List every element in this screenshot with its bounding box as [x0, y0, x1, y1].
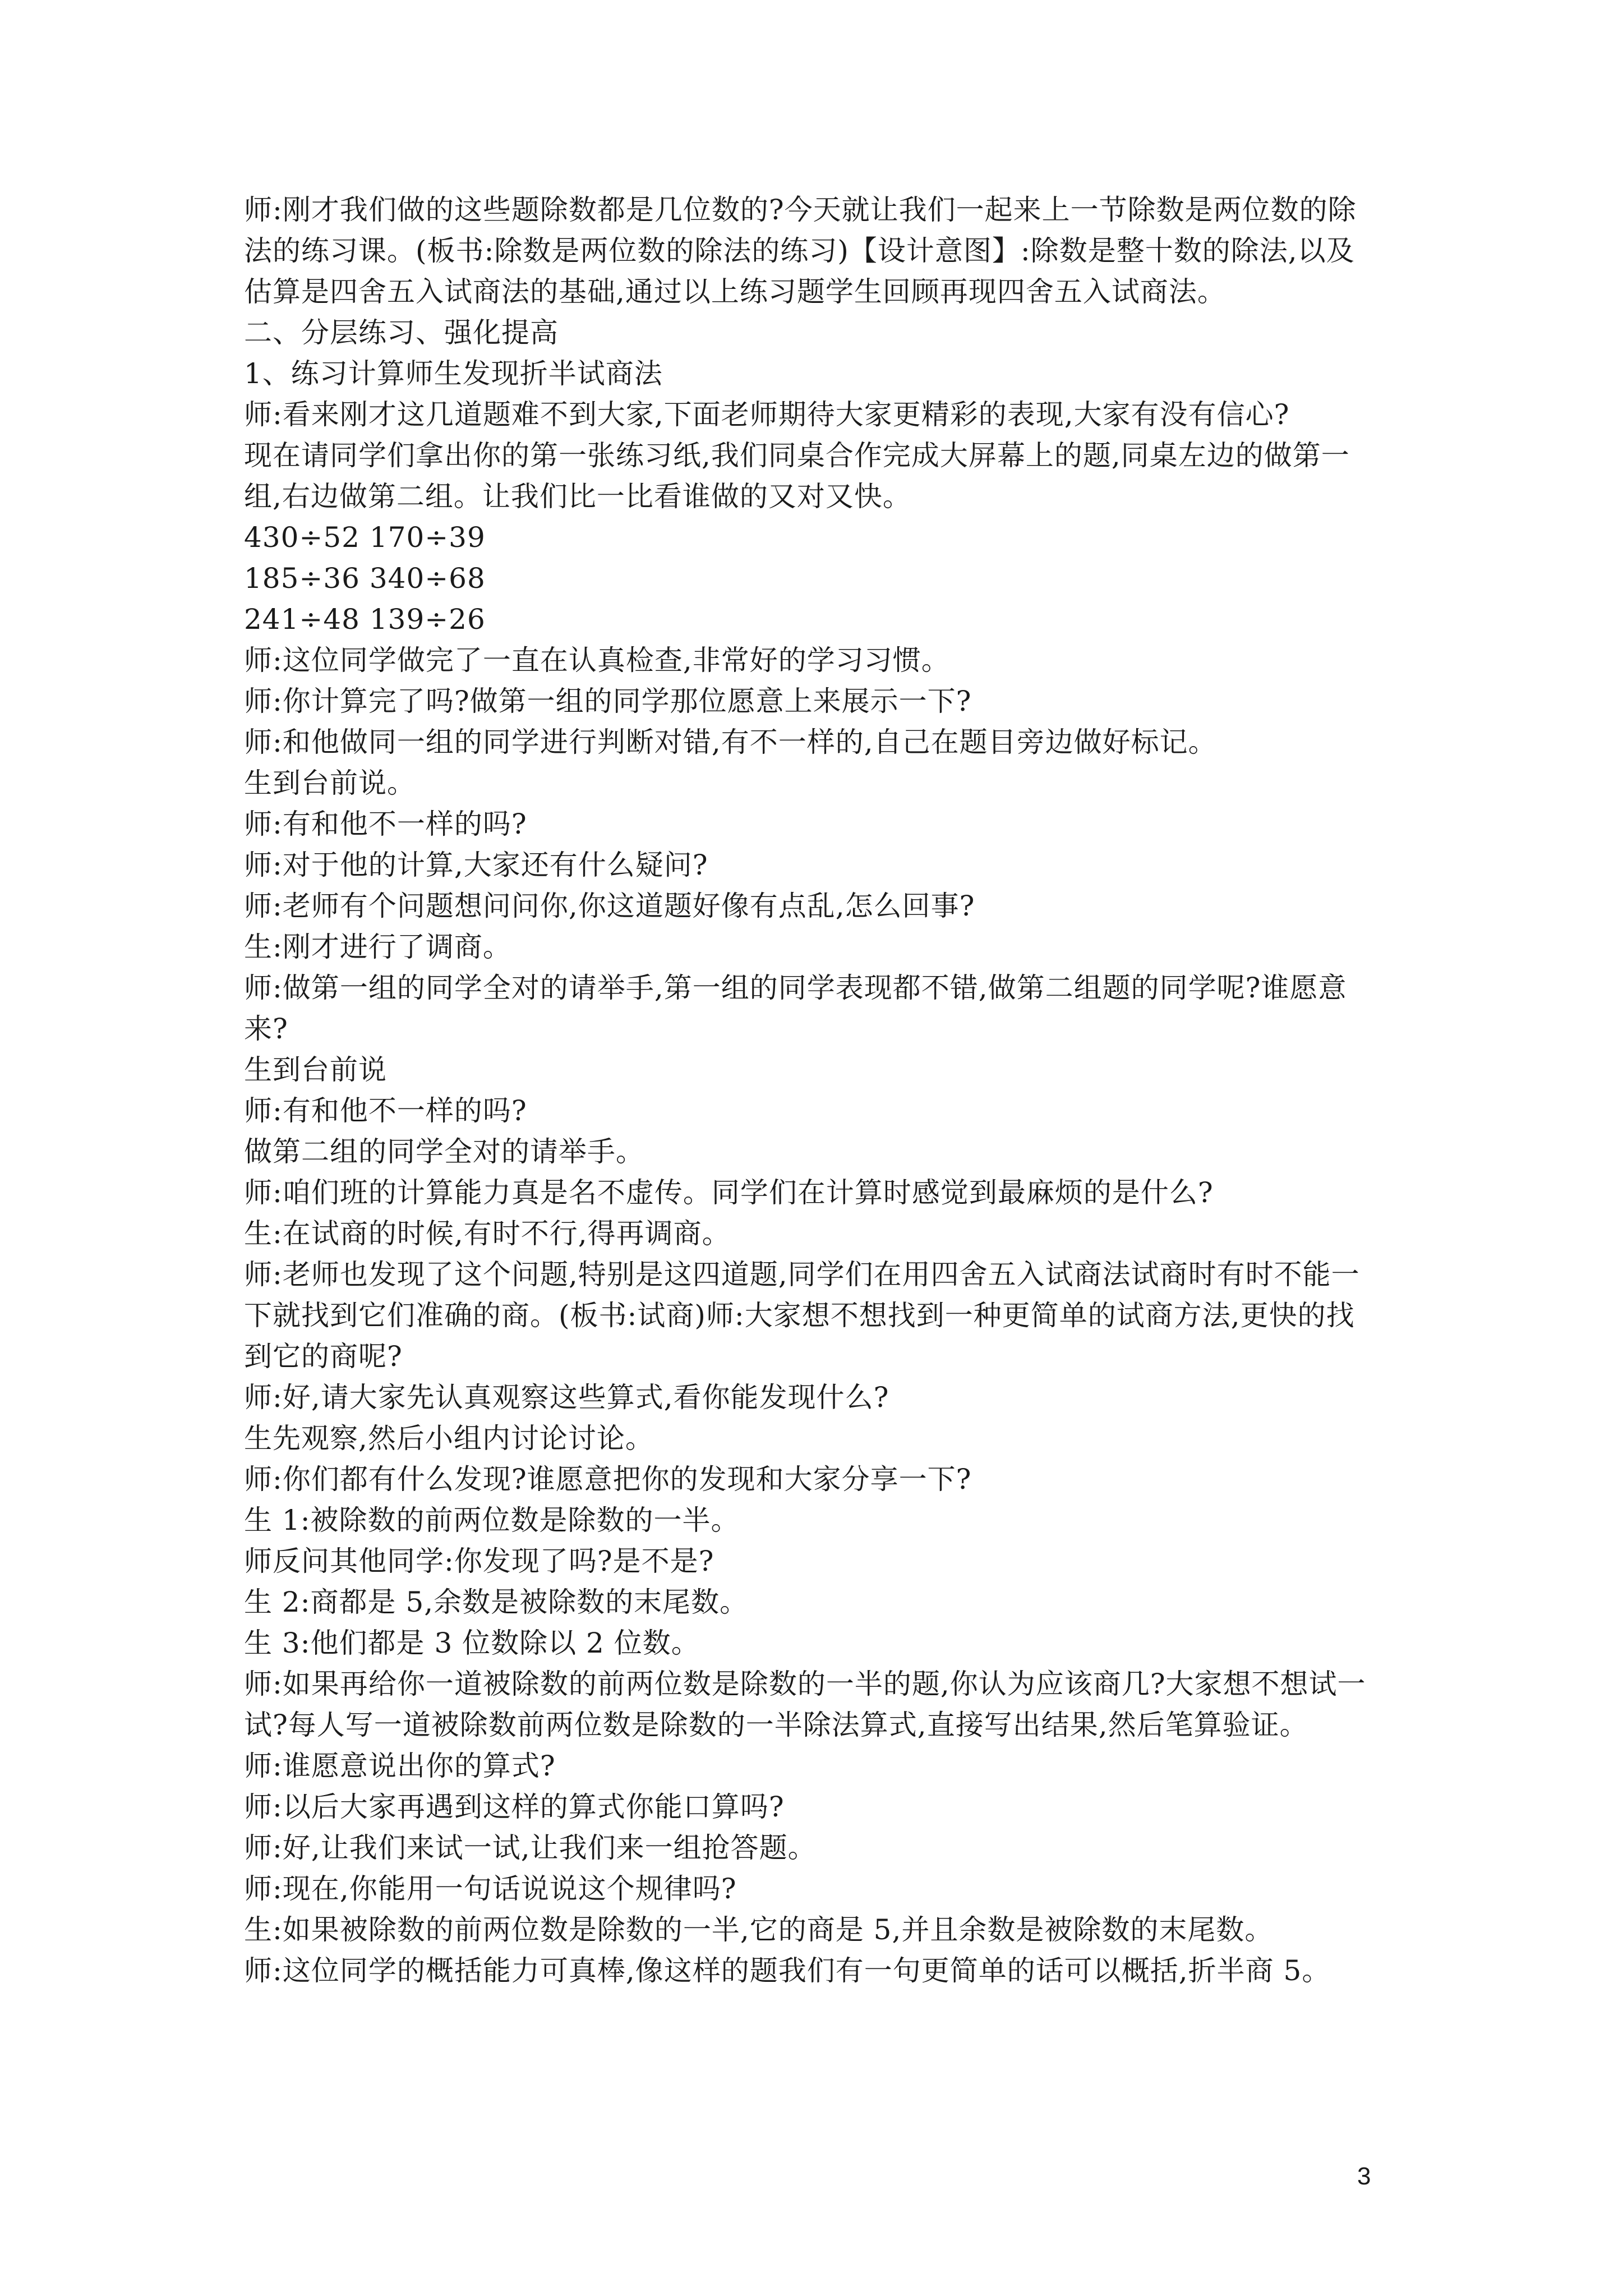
text-line: 师:如果再给你一道被除数的前两位数是除数的一半的题,你认为应该商几?大家想不想试一 [244, 1668, 1366, 1700]
text-line: 师:对于他的计算,大家还有什么疑问? [244, 849, 708, 881]
page-number: 3 [1357, 2162, 1371, 2190]
text-line: 下就找到它们准确的商。(板书:试商)师:大家想不想找到一种更简单的试商方法,更快的找 [244, 1299, 1355, 1332]
text-line: 师:好,请大家先认真观察这些算式,看你能发现什么? [244, 1381, 889, 1414]
text-line: 师:有和他不一样的吗? [244, 808, 527, 840]
text-line: 师:谁愿意说出你的算式? [244, 1750, 556, 1782]
text-line: 试?每人写一道被除数前两位数是除数的一半除法算式,直接写出结果,然后笔算验证。 [244, 1709, 1308, 1741]
text-line: 到它的商呢? [244, 1340, 403, 1373]
text-line: 师:好,让我们来试一试,让我们来一组抢答题。 [244, 1832, 817, 1864]
text-line: 师:刚才我们做的这些题除数都是几位数的?今天就让我们一起来上一节除数是两位数的除 [244, 194, 1357, 226]
text-line: 组,右边做第二组。让我们比一比看谁做的又对又快。 [244, 480, 911, 513]
text-line: 185÷36 340÷68 [244, 562, 486, 595]
text-line: 1、练习计算师生发现折半试商法 [244, 357, 663, 390]
text-line: 法的练习课。(板书:除数是两位数的除法的练习)【设计意图】:除数是整十数的除法,以及 [244, 234, 1355, 267]
text-line: 生:如果被除数的前两位数是除数的一半,它的商是 5,并且余数是被除数的末尾数。 [244, 1913, 1274, 1946]
text-line: 生先观察,然后小组内讨论讨论。 [244, 1422, 654, 1455]
text-line: 师:这位同学的概括能力可真棒,像这样的题我们有一句更简单的话可以概括,折半商 5。 [244, 1954, 1331, 1987]
document-body [244, 190, 1389, 1991]
text-line: 师:老师也发现了这个问题,特别是这四道题,同学们在用四舍五入试商法试商时有时不能一 [244, 1258, 1360, 1291]
text-line: 来? [244, 1013, 288, 1045]
text-line: 师:这位同学做完了一直在认真检查,非常好的学习习惯。 [244, 644, 950, 677]
text-line: 师:以后大家再遇到这样的算式你能口算吗? [244, 1791, 785, 1823]
text-line: 生到台前说。 [244, 767, 416, 799]
text-line: 现在请同学们拿出你的第一张练习纸,我们同桌合作完成大屏幕上的题,同桌左边的做第一 [244, 439, 1350, 472]
text-line: 师:和他做同一组的同学进行判断对错,有不一样的,自己在题目旁边做好标记。 [244, 726, 1217, 758]
text-line: 生 3:他们都是 3 位数除以 2 位数。 [244, 1627, 700, 1659]
text-line: 师:你们都有什么发现?谁愿意把你的发现和大家分享一下? [244, 1463, 972, 1496]
text-line: 师反问其他同学:你发现了吗?是不是? [244, 1545, 714, 1577]
text-line: 师:你计算完了吗?做第一组的同学那位愿意上来展示一下? [244, 685, 972, 717]
text-line: 生:刚才进行了调商。 [244, 931, 511, 963]
text-line: 生 1:被除数的前两位数是除数的一半。 [244, 1504, 740, 1536]
text-line: 430÷52 170÷39 [244, 521, 486, 554]
text-line: 师:老师有个问题想问问你,你这道题好像有点乱,怎么回事? [244, 890, 975, 922]
text-line: 生 2:商都是 5,余数是被除数的末尾数。 [244, 1586, 749, 1618]
text-line: 做第二组的同学全对的请举手。 [244, 1135, 644, 1168]
text-line: 师:看来刚才这几道题难不到大家,下面老师期待大家更精彩的表现,大家有没有信心? [244, 398, 1290, 431]
text-line: 师:做第一组的同学全对的请举手,第一组的同学表现都不错,做第二组题的同学呢?谁愿意 [244, 972, 1347, 1004]
text-line: 师:有和他不一样的吗? [244, 1094, 527, 1127]
text-line: 师:现在,你能用一句话说说这个规律吗? [244, 1872, 737, 1905]
text-line: 生:在试商的时候,有时不行,得再调商。 [244, 1217, 731, 1250]
text-line: 师:咱们班的计算能力真是名不虚传。同学们在计算时感觉到最麻烦的是什么? [244, 1176, 1214, 1209]
text-line: 二、分层练习、强化提高 [244, 316, 559, 349]
text-line: 241÷48 139÷26 [244, 603, 486, 636]
text-line: 估算是四舍五入试商法的基础,通过以上练习题学生回顾再现四舍五入试商法。 [244, 275, 1226, 308]
text-line: 生到台前说 [244, 1053, 387, 1086]
